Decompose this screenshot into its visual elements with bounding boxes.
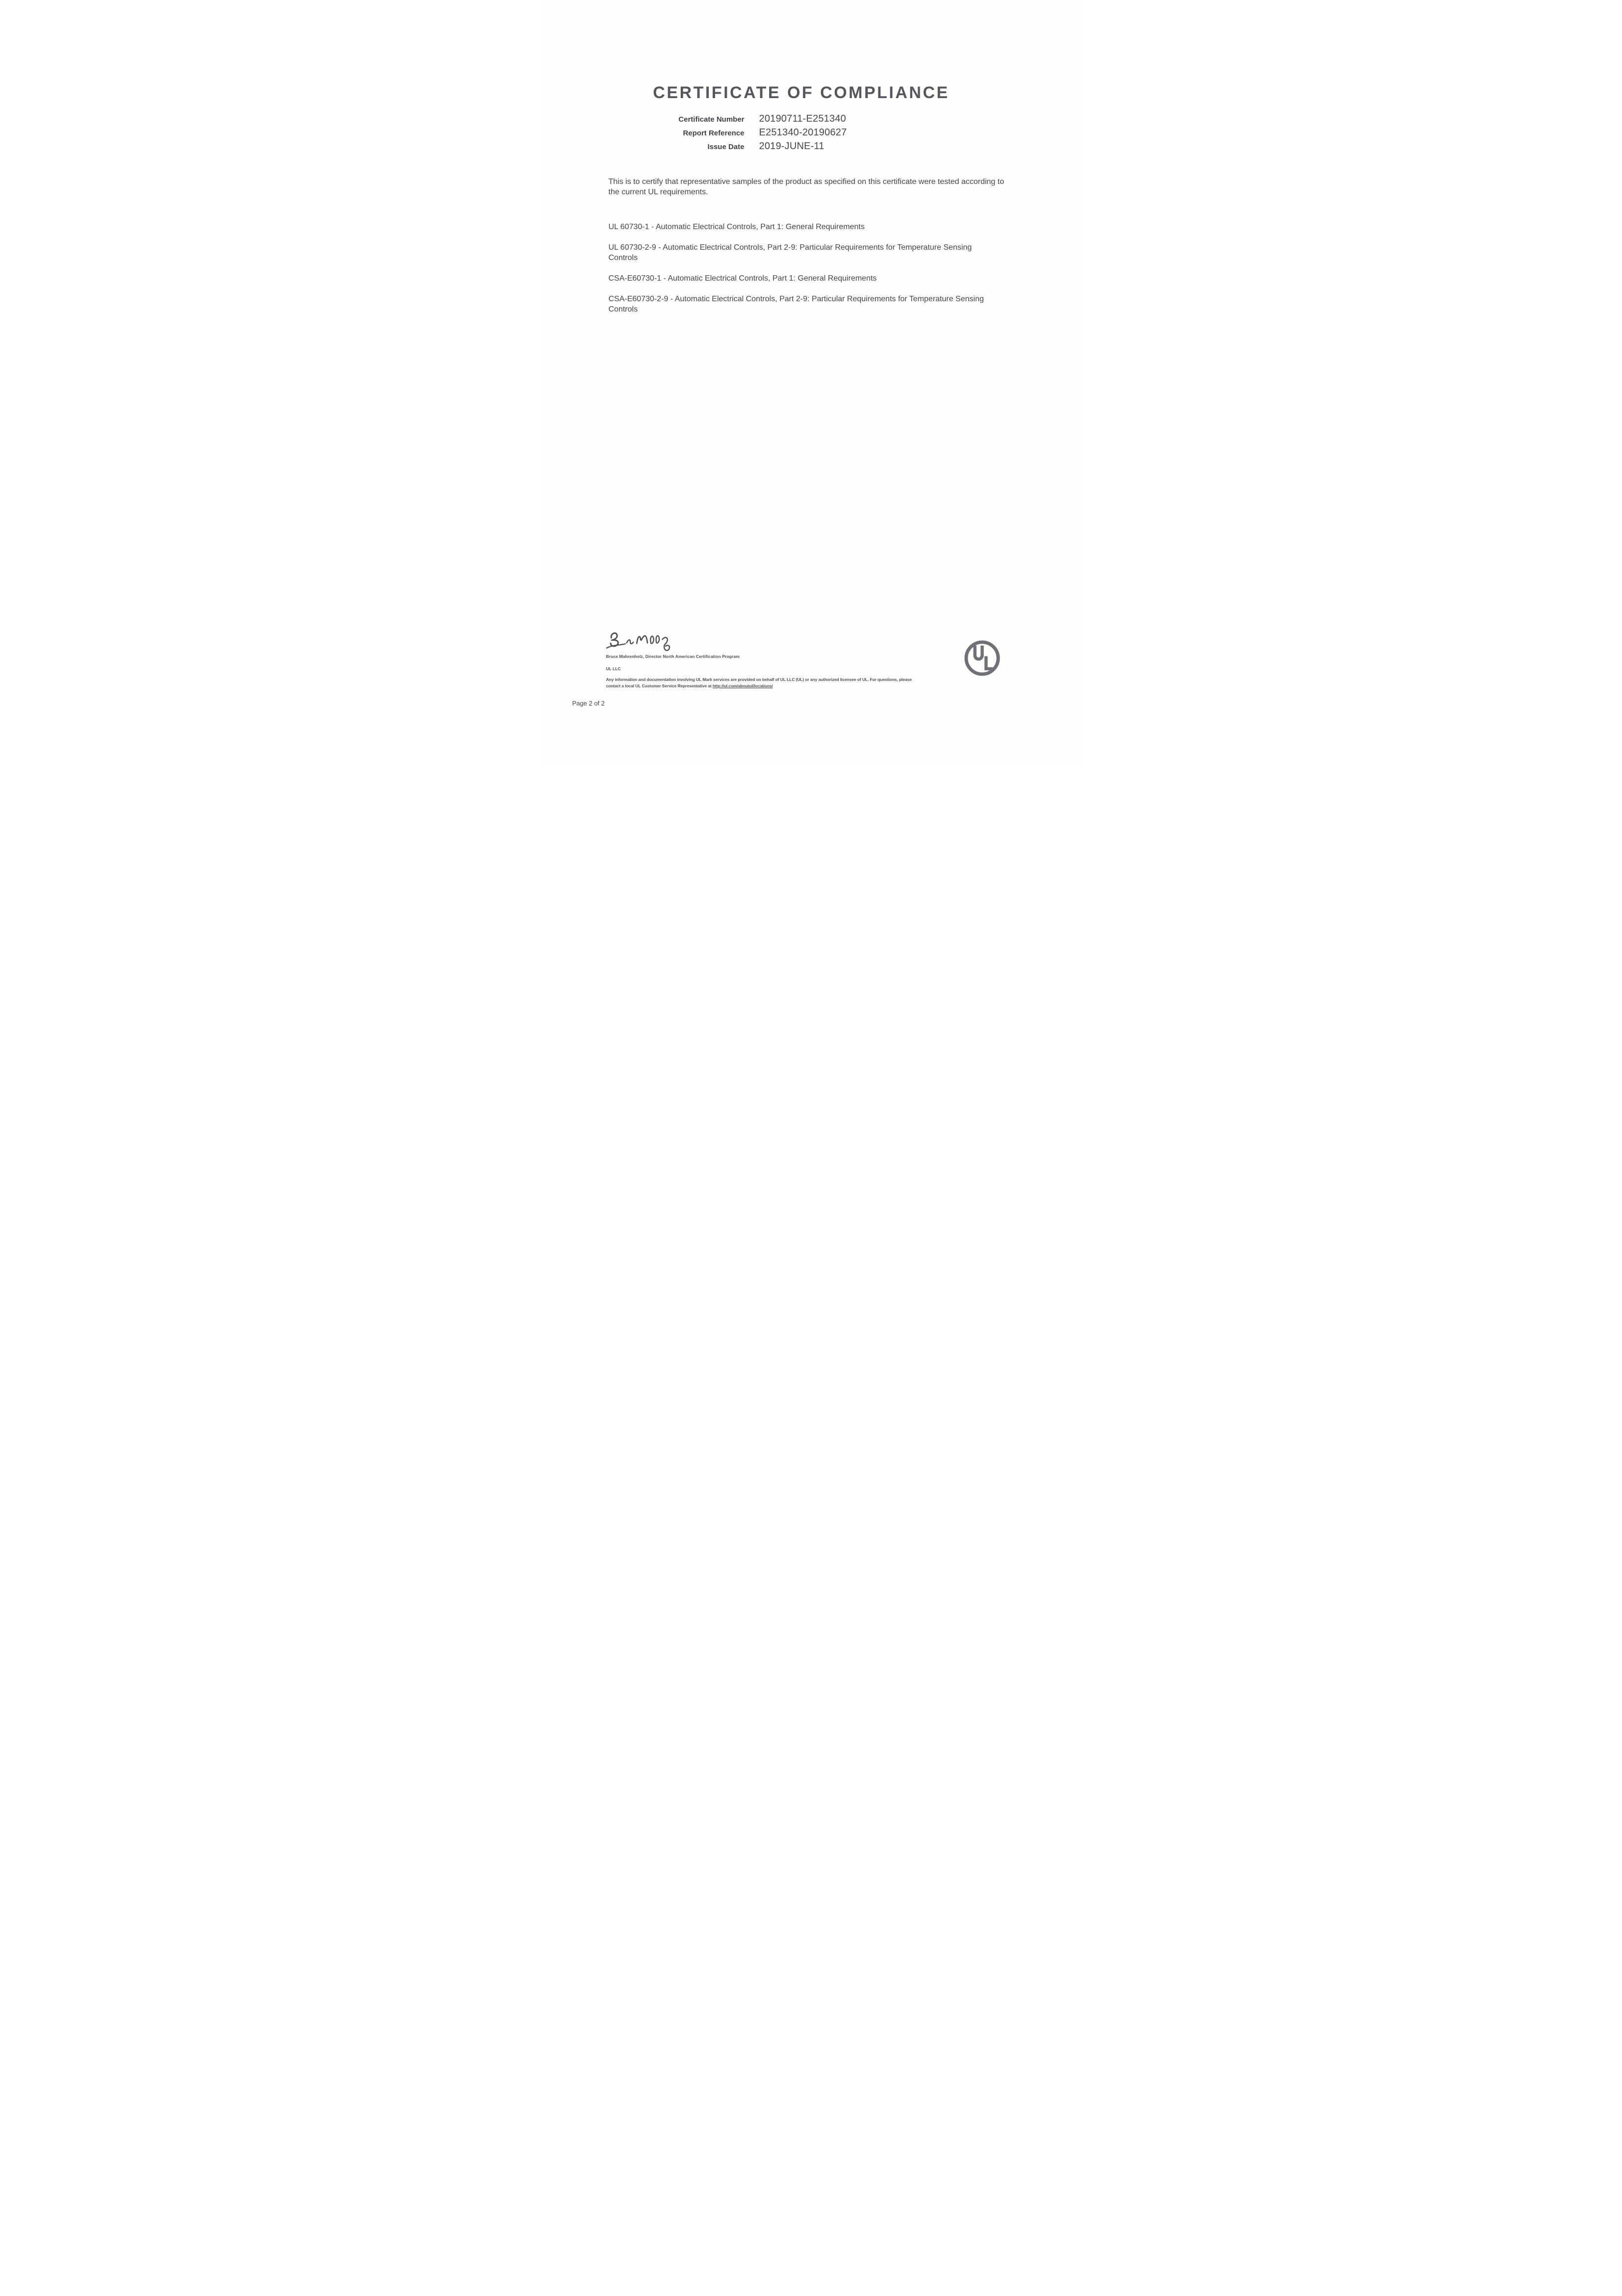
ul-logo-letter-u: [975, 646, 982, 659]
disclaimer-line-2: [606, 683, 950, 689]
certificate-number-row: [541, 113, 1081, 125]
certification-statement: This is to certify that representative samples of the product as specified on this certificate were tested according to the current UL requirements.: [608, 178, 1004, 196]
issue-date-value: 2019-JUNE-11: [759, 141, 824, 152]
company-name: UL LLC: [606, 666, 621, 671]
ul-logo: [963, 639, 1002, 678]
page-number: Page 2 of 2: [572, 700, 605, 707]
footer-disclaimer: [606, 677, 950, 689]
standard-item-ul-60730-1: UL 60730-1 - Automatic Electrical Controls, Part 1: General Requirements: [608, 223, 865, 231]
report-reference-row: [541, 127, 1081, 138]
disclaimer-line-2-text: contact a local UL Customer Service Representative at: [606, 683, 713, 688]
issue-date-label: Issue Date: [707, 143, 745, 151]
certificate-page: [541, 0, 1081, 765]
standard-item-csa-e60730-1: CSA-E60730-1 - Automatic Electrical Controls, Part 1: General Requirements: [608, 274, 877, 283]
report-reference-value: E251340-20190627: [759, 127, 847, 138]
ul-locations-link[interactable]: http://ul.com/aboutul/locations/: [712, 683, 773, 688]
certificate-info: [541, 113, 1081, 155]
report-reference-label: Report Reference: [683, 129, 745, 137]
disclaimer-line-1: Any information and documentation involving UL Mark services are provided on behalf of UL LLC (UL) or any authorized licensee of UL. For questions, please: [606, 677, 912, 682]
standard-item-ul-60730-2-9: UL 60730-2-9 - Automatic Electrical Controls, Part 2-9: Particular Requirements for Temperature Sensing Controls: [608, 243, 972, 262]
signer-name: Bruce Mahrenholz, Director North American Certification Program: [606, 654, 740, 659]
issue-date-row: [541, 141, 1081, 152]
certificate-number-label: Certificate Number: [678, 115, 745, 124]
page-title: CERTIFICATE OF COMPLIANCE: [653, 83, 950, 102]
ul-logo-letter-l: [986, 656, 993, 669]
signature-image: [603, 630, 676, 655]
certificate-number-value: 20190711-E251340: [759, 113, 846, 124]
standard-item-csa-e60730-2-9: CSA-E60730-2-9 - Automatic Electrical Controls, Part 2-9: Particular Requirements for Temperature Sensing Controls: [608, 295, 984, 313]
